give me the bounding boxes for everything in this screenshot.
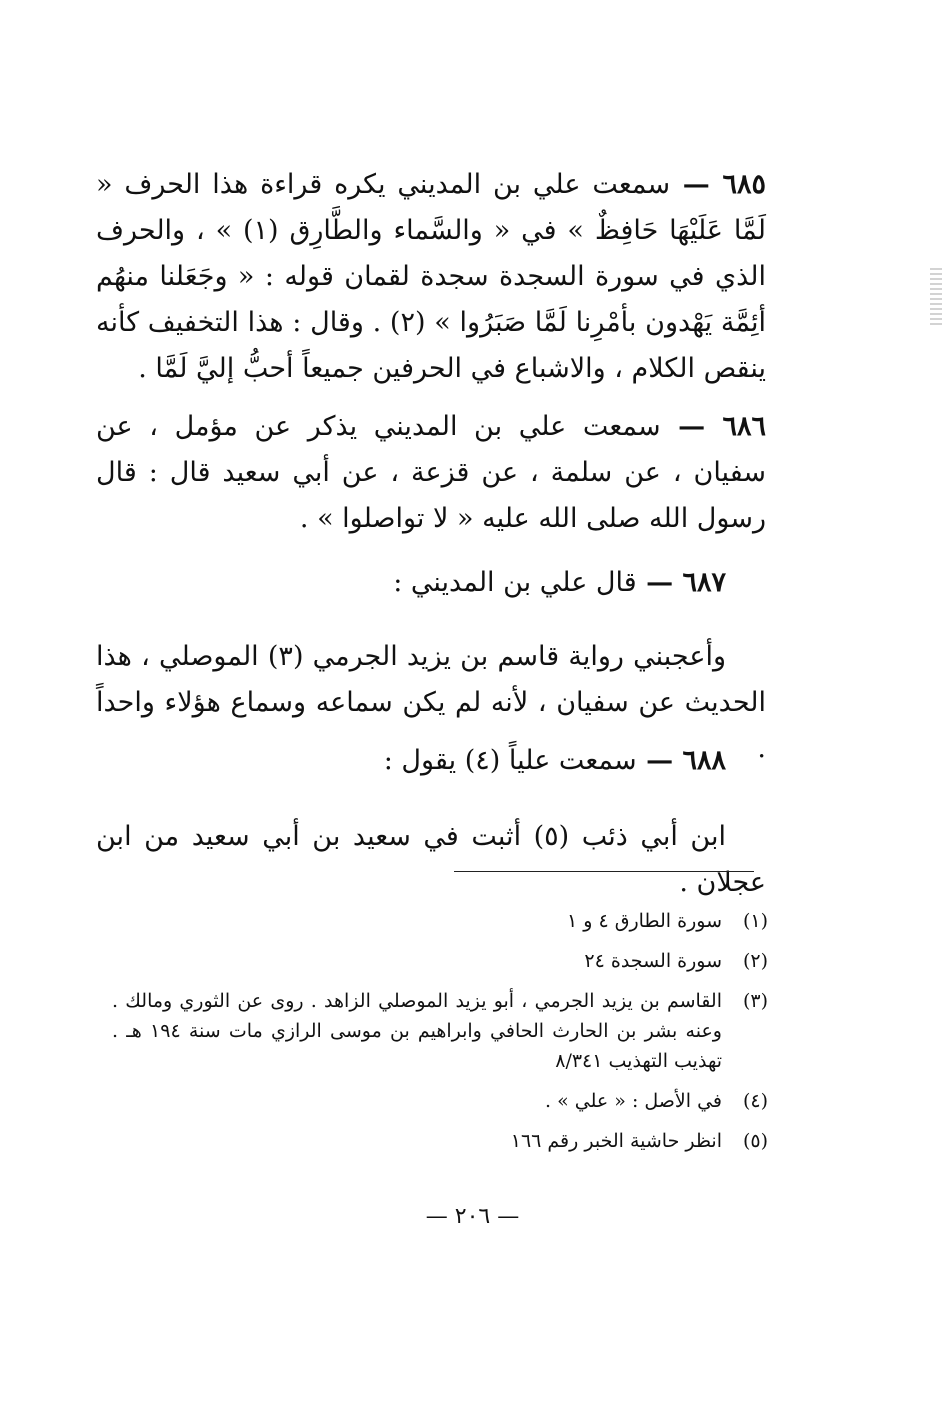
footnote-text: القاسم بن يزيد الجرمي ، أبو يزيد الموصلي الزاهد . روى عن الثوري ومالك . وعنه بشر بن الحارث الحافي وابراهيم بن موسى الرازي مات سنة ١٩٤ هـ . تهذيب التهذيب ٨/٣٤١ <box>112 990 722 1072</box>
footnote-text: سورة السجدة ٢٤ <box>584 950 722 972</box>
entry-688-heading: ٦٨٨ — <box>636 745 726 776</box>
entry-688-body: ابن أبي ذئب (٥) أثبت في سعيد بن أبي سعيد من ابن عجلان . <box>96 821 766 898</box>
entry-686-text: سمعت علي بن المديني يذكر عن مؤمل ، عن سفيان ، عن سلمة ، عن قزعة ، عن أبي سعيد قال : قال رسول الله صلى الله عليه « لا تواصلوا » . <box>96 411 766 534</box>
footnote-2 <box>112 946 768 976</box>
entry-685-paragraph <box>96 162 766 392</box>
footnote-text: سورة الطارق ٤ و ١ <box>566 910 722 932</box>
scan-artifact <box>930 268 942 328</box>
footnotes <box>112 906 768 1166</box>
footnote-separator <box>454 871 754 872</box>
footnote-number: (٤) <box>742 1090 768 1112</box>
entry-687-heading: ٦٨٧ — <box>636 567 726 598</box>
entry-686 <box>96 404 766 542</box>
footnote-number: (١) <box>742 910 768 932</box>
footnote-3 <box>112 986 768 1076</box>
entry-686-heading: ٦٨٦ — <box>660 411 766 442</box>
entry-687-body: وأعجبني رواية قاسم بن يزيد الجرمي (٣) الموصلي ، هذا الحديث عن سفيان ، لأنه لم يكن سماعه وسماع هؤلاء واحداً . <box>96 641 766 764</box>
footnote-4 <box>112 1086 768 1116</box>
entry-687-heading-line <box>96 560 766 606</box>
entry-688 <box>96 738 766 906</box>
entry-685-text: سمعت علي بن المديني يكره قراءة هذا الحرف « لَمَّا عَلَيْهَا حَافِظٌ » في « والسَّماء والطَّارِق (١) » ، والحرف الذي في سورة السجدة سجدة لقمان قوله : « وجَعَلنا منهُم أئِمَّة يَهْدون بأمْرِنا لَمَّا صَبَرُوا » (٢) . وقال : هذا التخفيف كأنه ينقص الكلام ، والاشباع في الحرفين جميعاً أحبُّ إليَّ لَمَّا . <box>96 169 766 384</box>
footnote-number: (٣) <box>742 990 768 1012</box>
footnote-5 <box>112 1126 768 1156</box>
entry-685 <box>96 162 766 392</box>
footnote-text: انظر حاشية الخبر رقم ١٦٦ <box>510 1130 722 1152</box>
entry-685-heading: ٦٨٥ — <box>670 169 766 200</box>
page-number: — ٢٠٦ — <box>425 1204 520 1229</box>
entry-687-text: قال علي بن المديني : <box>393 567 637 598</box>
entry-688-heading-line <box>96 738 766 784</box>
footnote-number: (٥) <box>742 1130 768 1152</box>
entry-688-text: سمعت علياً (٤) يقول : <box>383 745 637 776</box>
footnote-number: (٢) <box>742 950 768 972</box>
footnote-1 <box>112 906 768 936</box>
entry-686-paragraph <box>96 404 766 542</box>
footnote-text: في الأصل : « علي » . <box>545 1090 722 1112</box>
